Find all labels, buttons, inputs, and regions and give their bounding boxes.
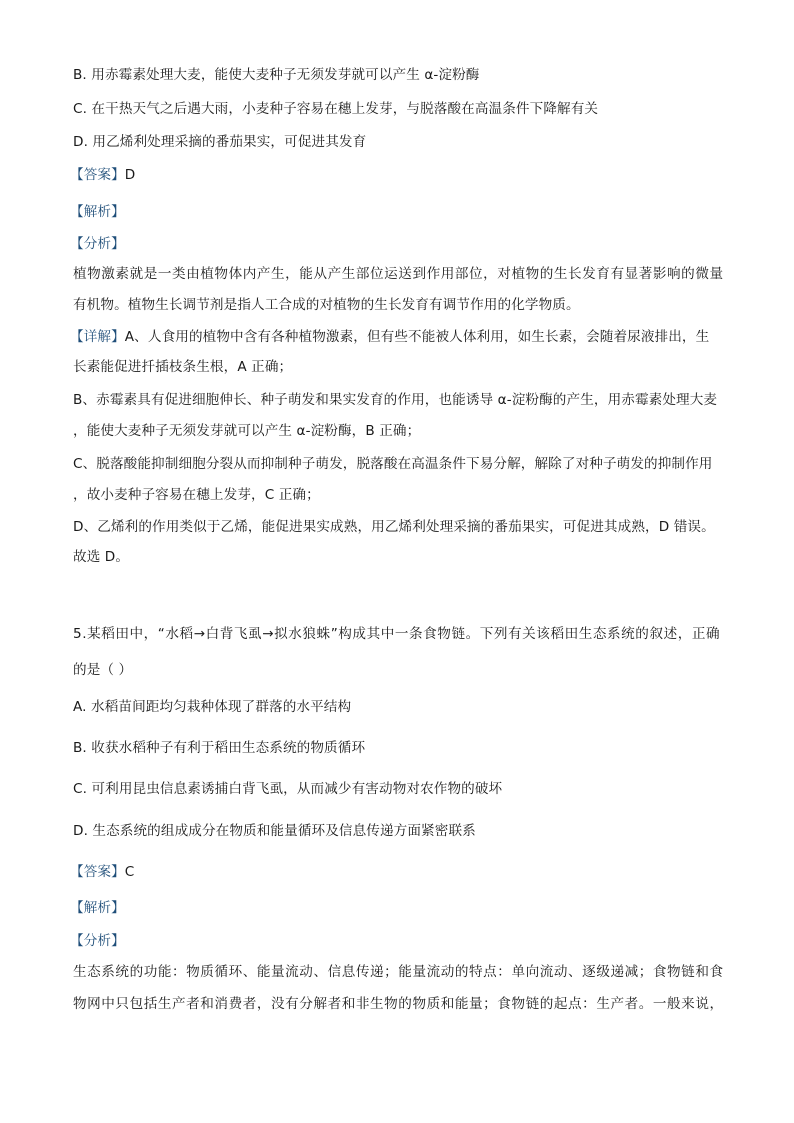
detail-line: ，故小麦种子容易在穗上发芽，C 正确； bbox=[73, 487, 320, 503]
detail-line: ，能使大麦种子无须发芽就可以产生 α-淀粉酶，B 正确； bbox=[73, 423, 421, 439]
q5-option-b: B. 收获水稻种子有利于稻田生态系统的物质循环 bbox=[73, 740, 366, 756]
detail-line: 长素能促进扦插枝条生根，A 正确； bbox=[73, 359, 293, 375]
answer-value: C bbox=[124, 864, 135, 880]
option-c-line: C. 在干热天气之后遇大雨，小麦种子容易在穗上发芽，与脱落酸在高温条件下降解有关 bbox=[73, 101, 599, 117]
detail-line: 故选 D。 bbox=[73, 549, 130, 565]
fenxi-tag: 【分析】 bbox=[70, 933, 125, 949]
q5-answer-line bbox=[70, 863, 134, 881]
q5-option-c: C. 可利用昆虫信息素诱捕白背飞虱，从而减少有害动物对农作物的破坏 bbox=[73, 781, 503, 797]
question-5-stem: 的是（ ） bbox=[73, 662, 133, 678]
analysis-tag: 【解析】 bbox=[70, 900, 125, 916]
answer-value: D bbox=[124, 167, 136, 183]
fenxi-line: 植物激素就是一类由植物体内产生，能从产生部位运送到作用部位，对植物的生长发育有显著影响的微量 bbox=[73, 266, 724, 282]
q5-option-a: A. 水稻苗间距均匀栽种体现了群落的水平结构 bbox=[73, 699, 352, 715]
answer-tag: 【答案】 bbox=[70, 864, 125, 880]
detail-line: D、乙烯利的作用类似于乙烯，能促进果实成熟，用乙烯利处理采摘的番茄果实，可促进其成熟，D 错误。 bbox=[73, 519, 715, 535]
detail-tag: 【详解】 bbox=[70, 329, 125, 345]
detail-line bbox=[70, 328, 709, 346]
detail-text: A、人食用的植物中含有各种植物激素，但有些不能被人体利用，如生长素，会随着尿液排出，生 bbox=[124, 329, 710, 345]
detail-line: C、脱落酸能抑制细胞分裂从而抑制种子萌发，脱落酸在高温条件下易分解，解除了对种子萌发的抑制作用 bbox=[73, 456, 713, 472]
q5-option-d: D. 生态系统的组成成分在物质和能量循环及信息传递方面紧密联系 bbox=[73, 823, 476, 839]
fenxi-tag: 【分析】 bbox=[70, 236, 125, 252]
option-b-line: B. 用赤霉素处理大麦，能使大麦种子无须发芽就可以产生 α-淀粉酶 bbox=[73, 67, 480, 83]
fenxi-line: 有机物。植物生长调节剂是指人工合成的对植物的生长发育有调节作用的化学物质。 bbox=[73, 297, 580, 313]
option-d-line: D. 用乙烯利处理采摘的番茄果实，可促进其发育 bbox=[73, 134, 367, 150]
answer-tag: 【答案】 bbox=[70, 167, 125, 183]
fenxi-line: 生态系统的功能：物质循环、能量流动、信息传递；能量流动的特点：单向流动、逐级递减；食物链和食 bbox=[73, 964, 724, 980]
answer-line bbox=[70, 166, 135, 184]
detail-line: B、赤霉素具有促进细胞伸长、种子萌发和果实发育的作用，也能诱导 α-淀粉酶的产生，用赤霉素处理大麦 bbox=[73, 392, 718, 408]
question-5-stem: 5.某稻田中，“水稻→白背飞虱→拟水狼蛛”构成其中一条食物链。下列有关该稻田生态系统的叙述，正确 bbox=[73, 626, 721, 642]
analysis-tag: 【解析】 bbox=[70, 204, 125, 220]
fenxi-line: 物网中只包括生产者和消费者，没有分解者和非生物的物质和能量；食物链的起点：生产者。一般来说， bbox=[73, 996, 724, 1012]
